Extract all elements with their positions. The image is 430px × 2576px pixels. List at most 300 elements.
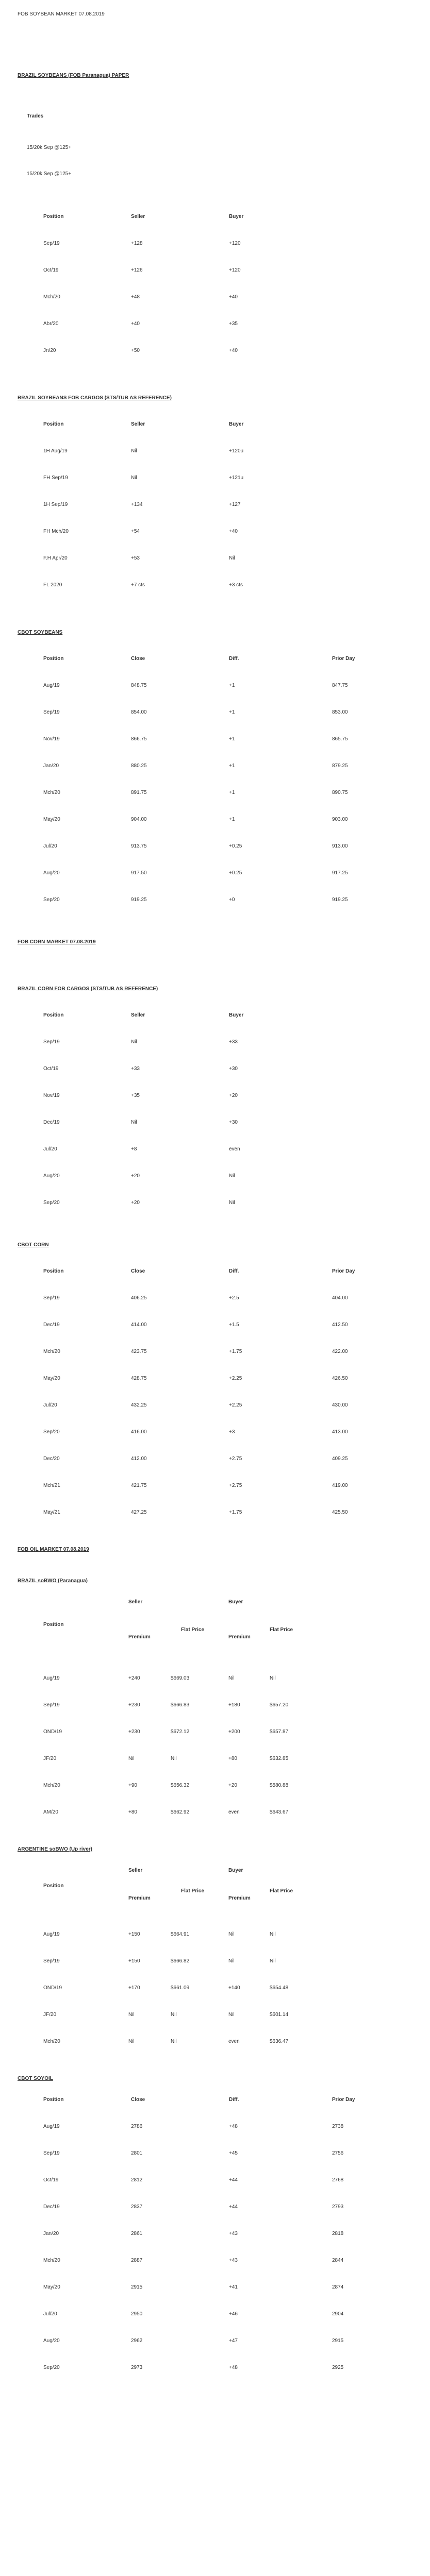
cell: Mch/20: [43, 2039, 60, 2044]
cell: Sep/19: [43, 2150, 60, 2156]
cell: even: [228, 1809, 240, 1815]
table-row: [43, 1402, 394, 1429]
table-row: [43, 1066, 332, 1093]
cell: 427.25: [131, 1510, 147, 1515]
cell: Nil: [229, 555, 235, 561]
table-row: [43, 790, 394, 817]
cell: +40: [131, 321, 140, 327]
cell: +126: [131, 267, 143, 273]
table-row: [43, 1120, 332, 1146]
cell: +43: [229, 2231, 238, 2236]
cell: +170: [128, 1985, 140, 1991]
cbot-corn-table: [43, 1268, 394, 1536]
cell: +48: [131, 294, 140, 300]
cell: +2.5: [229, 1295, 239, 1301]
cell: +2.25: [229, 1376, 242, 1381]
cell: +40: [229, 529, 238, 534]
cell: 2844: [332, 2258, 344, 2263]
cell: $669.03: [171, 1675, 190, 1681]
column-header: Position: [43, 214, 64, 219]
cell: Sep/19: [43, 1295, 60, 1301]
cell: +54: [131, 529, 140, 534]
cell: 2973: [131, 2365, 143, 2370]
table-row: [43, 1456, 394, 1483]
cell: 412.00: [131, 1456, 147, 1462]
cell: +20: [131, 1173, 140, 1179]
cell: Jul/20: [43, 843, 57, 849]
cell: 2904: [332, 2311, 344, 2317]
cell: Jn/20: [43, 348, 56, 353]
table-row: [43, 1756, 326, 1783]
section-title-cbot-soyoil: CBOT SOYOIL: [18, 2076, 53, 2081]
cell: 421.75: [131, 1483, 147, 1488]
cell: Nil: [171, 2039, 177, 2044]
cell: +50: [131, 348, 140, 353]
column-header: Premium: [128, 1634, 151, 1640]
cell: 847.75: [332, 683, 348, 688]
table-row: [43, 348, 332, 375]
cell: +1: [229, 763, 235, 769]
trades-label: Trades: [27, 113, 44, 119]
cell: Jan/20: [43, 763, 59, 769]
cell: JF/20: [43, 1756, 57, 1761]
column-header: Premium: [228, 1895, 251, 1901]
cell: +1: [229, 709, 235, 715]
cell: Aug/20: [43, 1173, 60, 1179]
cell: +35: [131, 1093, 140, 1098]
cell: +1: [229, 736, 235, 742]
cell: Oct/19: [43, 1066, 59, 1072]
cell: AM/20: [43, 1809, 58, 1815]
cell: Nil: [229, 1173, 235, 1179]
cell: +90: [128, 1783, 137, 1788]
cell: 432.25: [131, 1402, 147, 1408]
cell: 891.75: [131, 790, 147, 795]
cell: Nil: [228, 2012, 235, 2018]
cell: +2.25: [229, 1402, 242, 1408]
table-row: [43, 2338, 394, 2365]
column-header: Seller: [131, 214, 145, 219]
column-header: Close: [131, 656, 145, 662]
cell: Aug/20: [43, 870, 60, 876]
column-header: Close: [131, 1268, 145, 1274]
cell: Nov/19: [43, 1093, 60, 1098]
table-row: [43, 1146, 332, 1173]
table-row: [43, 1675, 326, 1702]
table-row: [43, 1173, 332, 1200]
cell: +20: [228, 1783, 237, 1788]
cell: 423.75: [131, 1349, 147, 1354]
table-row: [43, 1039, 332, 1066]
table-row: [43, 2258, 394, 2284]
cell: Sep/20: [43, 1200, 60, 1206]
cell: 2801: [131, 2150, 143, 2156]
cell: +1: [229, 683, 235, 688]
cell: Aug/19: [43, 1675, 60, 1681]
column-header: Diff.: [229, 656, 239, 662]
cell: 865.75: [332, 736, 348, 742]
table-row: [43, 1985, 326, 2012]
cell: 413.00: [332, 1429, 348, 1435]
argentine-oil-table: [43, 1868, 326, 2065]
table-header-row: [43, 1622, 326, 1675]
cell: 2925: [332, 2365, 344, 2370]
cell: $666.82: [171, 1958, 190, 1964]
cell: +33: [229, 1039, 238, 1045]
cell: +48: [229, 2365, 238, 2370]
cell: Oct/19: [43, 2177, 59, 2183]
table-row: [43, 582, 332, 609]
table-group-header-row: [43, 1868, 326, 1883]
cell: +48: [229, 2124, 238, 2129]
table-row: [43, 736, 394, 763]
table-header-row: [43, 656, 394, 683]
cell: 879.25: [332, 763, 348, 769]
table-row: [43, 529, 332, 555]
cell: Jul/20: [43, 2311, 57, 2317]
cell: +1: [229, 790, 235, 795]
cell: 2837: [131, 2204, 143, 2210]
cell: even: [229, 1146, 240, 1152]
table-row: [43, 1200, 332, 1227]
cell: Sep/20: [43, 2365, 60, 2370]
cell: Mch/20: [43, 1783, 60, 1788]
cbot-soybeans-table: [43, 656, 394, 924]
brazil-cargos-table: [43, 421, 332, 609]
table-row: [43, 555, 332, 582]
cell: 426.50: [332, 1376, 348, 1381]
cell: +7 cts: [131, 582, 145, 588]
cell: 2756: [332, 2150, 344, 2156]
cell: +180: [228, 1702, 240, 1708]
column-header: Flat Price: [181, 1888, 205, 1894]
trade-line: 15/20k Sep @125+: [27, 145, 72, 150]
table-row: [43, 321, 332, 348]
cell: Jul/20: [43, 1146, 57, 1152]
cell: FH Sep/19: [43, 475, 68, 481]
table-row: [43, 2039, 326, 2065]
cell: 2793: [332, 2204, 344, 2210]
table-row: [43, 2150, 394, 2177]
cell: +240: [128, 1675, 140, 1681]
table-header-row: [43, 1883, 326, 1931]
section-title-argentine-oil: ARGENTINE soBWO (Up river): [18, 1846, 93, 1852]
cell: 904.00: [131, 817, 147, 822]
cell: 919.25: [332, 897, 348, 903]
cell: 2818: [332, 2231, 344, 2236]
cell: 2915: [131, 2284, 143, 2290]
table-row: [43, 683, 394, 709]
table-row: [43, 241, 332, 267]
cell: +40: [229, 294, 238, 300]
cell: Dec/19: [43, 2204, 60, 2210]
cell: +80: [128, 1809, 137, 1815]
cell: $666.83: [171, 1702, 190, 1708]
cell: 2950: [131, 2311, 143, 2317]
column-header: Seller: [131, 421, 145, 427]
cell: Sep/19: [43, 1958, 60, 1964]
cell: Aug/19: [43, 683, 60, 688]
table-group-header-row: [43, 1599, 326, 1622]
column-header: Seller: [131, 1012, 145, 1018]
cell: +33: [131, 1066, 140, 1072]
column-header: Prior Day: [332, 1268, 355, 1274]
cell: Mch/20: [43, 790, 60, 795]
cell: +150: [128, 1958, 140, 1964]
cell: +0: [229, 897, 235, 903]
cell: 2887: [131, 2258, 143, 2263]
section-title-brazil-cargos: BRAZIL SOYBEANS FOB CARGOS (STS/TUB AS REFERENCE): [18, 395, 172, 401]
section-title-fob-corn: FOB CORN MARKET 07.08.2019: [18, 939, 96, 945]
cell: 416.00: [131, 1429, 147, 1435]
cell: May/20: [43, 1376, 60, 1381]
cell: Nil: [270, 1675, 276, 1681]
cell: 2861: [131, 2231, 143, 2236]
column-group-header: Seller: [128, 1599, 143, 1605]
cell: May/20: [43, 2284, 60, 2290]
cell: 866.75: [131, 736, 147, 742]
cell: 2874: [332, 2284, 344, 2290]
section-title-fob-oil: FOB OIL MARKET 07.08.2019: [18, 1547, 89, 1552]
cell: OND/19: [43, 1985, 62, 1991]
cell: +46: [229, 2311, 238, 2317]
cell: Nil: [229, 1200, 235, 1206]
table-row: [43, 2177, 394, 2204]
cbot-soyoil-table: [43, 2097, 394, 2392]
table-row: [43, 1809, 326, 1836]
cell: $657.20: [270, 1702, 289, 1708]
cell: Jul/20: [43, 1402, 57, 1408]
cell: Nil: [270, 1958, 276, 1964]
table-row: [43, 1322, 394, 1349]
cell: +128: [131, 241, 143, 246]
cell: +230: [128, 1729, 140, 1735]
column-group-header: Buyer: [228, 1868, 243, 1873]
cell: Sep/19: [43, 1702, 60, 1708]
cell: 2786: [131, 2124, 143, 2129]
cell: 430.00: [332, 1402, 348, 1408]
table-row: [43, 2311, 394, 2338]
cell: +43: [229, 2258, 238, 2263]
cell: Mch/20: [43, 294, 60, 300]
cell: 890.75: [332, 790, 348, 795]
table-header-row: [43, 1012, 332, 1039]
table-row: [43, 1093, 332, 1120]
cell: 428.75: [131, 1376, 147, 1381]
cell: Sep/19: [43, 1039, 60, 1045]
table-row: [43, 1510, 394, 1536]
column-group-header: Buyer: [228, 1599, 243, 1605]
section-title-cbot-corn: CBOT CORN: [18, 1242, 49, 1248]
table-row: [43, 2284, 394, 2311]
column-header: Prior Day: [332, 2097, 355, 2103]
brazil-paper-table: [43, 214, 332, 375]
cell: 913.75: [131, 843, 147, 849]
cell: even: [228, 2039, 240, 2044]
cell: +3: [229, 1429, 235, 1435]
cell: $672.12: [171, 1729, 190, 1735]
table-row: [43, 502, 332, 529]
column-header: Diff.: [229, 2097, 239, 2103]
cell: $580.88: [270, 1783, 289, 1788]
table-row: [43, 1958, 326, 1985]
column-header: Close: [131, 2097, 145, 2103]
cell: +8: [131, 1146, 137, 1152]
column-header: Premium: [128, 1895, 151, 1901]
table-header-row: [43, 2097, 394, 2124]
section-title-cbot-soybeans: CBOT SOYBEANS: [18, 630, 63, 635]
cell: Dec/19: [43, 1322, 60, 1328]
cell: Nil: [131, 1120, 137, 1125]
column-header: Position: [43, 2097, 64, 2103]
cell: Nil: [128, 2039, 135, 2044]
cell: Sep/20: [43, 1429, 60, 1435]
cell: Mch/20: [43, 1349, 60, 1354]
cell: Nil: [228, 1675, 235, 1681]
cell: JF/20: [43, 2012, 57, 2018]
cell: 2738: [332, 2124, 344, 2129]
cell: $662.92: [171, 1809, 190, 1815]
table-header-row: [43, 421, 332, 448]
cell: $601.14: [270, 2012, 289, 2018]
column-header: Flat Price: [270, 1888, 293, 1894]
cell: 913.00: [332, 843, 348, 849]
cell: +30: [229, 1066, 238, 1072]
cell: 917.50: [131, 870, 147, 876]
cell: $657.87: [270, 1729, 289, 1735]
cell: Sep/19: [43, 709, 60, 715]
cell: Dec/20: [43, 1456, 60, 1462]
table-row: [43, 843, 394, 870]
table-row: [43, 1729, 326, 1756]
cell: 848.75: [131, 683, 147, 688]
cell: +3 cts: [229, 582, 243, 588]
cell: Nil: [171, 1756, 177, 1761]
cell: 2962: [131, 2338, 143, 2344]
table-row: [43, 1349, 394, 1376]
cell: Nil: [171, 2012, 177, 2018]
cell: 853.00: [332, 709, 348, 715]
table-header-row: [43, 214, 332, 241]
cell: Nil: [131, 1039, 137, 1045]
cell: 919.25: [131, 897, 147, 903]
cell: Sep/20: [43, 897, 60, 903]
cell: +1: [229, 817, 235, 822]
table-header-row: [43, 1268, 394, 1295]
table-row: [43, 763, 394, 790]
cell: 854.00: [131, 709, 147, 715]
cell: 917.25: [332, 870, 348, 876]
cell: +80: [228, 1756, 237, 1761]
cell: +140: [228, 1985, 240, 1991]
cell: +20: [131, 1200, 140, 1206]
cell: Nil: [228, 1931, 235, 1937]
column-header: Position: [43, 1883, 64, 1889]
cell: +0.25: [229, 870, 242, 876]
cell: +2.75: [229, 1483, 242, 1488]
table-row: [43, 1931, 326, 1958]
cell: Nil: [128, 2012, 135, 2018]
cell: $656.32: [171, 1783, 190, 1788]
column-header: Position: [43, 656, 64, 662]
cell: +120u: [229, 448, 244, 454]
brazil-corn-table: [43, 1012, 332, 1227]
section-title-brazil-corn: BRAZIL CORN FOB CARGOS (STS/TUB AS REFERENCE): [18, 986, 158, 992]
cell: 406.25: [131, 1295, 147, 1301]
cell: Sep/19: [43, 241, 60, 246]
table-row: [43, 1483, 394, 1510]
cell: +230: [128, 1702, 140, 1708]
cell: +45: [229, 2150, 238, 2156]
column-header: Buyer: [229, 1012, 244, 1018]
cell: +127: [229, 502, 241, 507]
cell: $643.67: [270, 1809, 289, 1815]
cell: Abr/20: [43, 321, 59, 327]
brazil-oil-table: [43, 1599, 326, 1836]
cell: 409.25: [332, 1456, 348, 1462]
cell: +30: [229, 1120, 238, 1125]
document-title: FOB SOYBEAN MARKET 07.08.2019: [18, 11, 105, 17]
cell: +0.25: [229, 843, 242, 849]
cell: +1.75: [229, 1349, 242, 1354]
table-row: [43, 294, 332, 321]
cell: +44: [229, 2177, 238, 2183]
cell: Aug/19: [43, 2124, 60, 2129]
column-header: Buyer: [229, 421, 244, 427]
table-row: [43, 448, 332, 475]
table-row: [43, 1376, 394, 1402]
section-title-brazil-oil: BRAZIL soBWO (Paranagua): [18, 1578, 88, 1584]
column-header: Buyer: [229, 214, 244, 219]
cell: May/21: [43, 1510, 60, 1515]
cell: Aug/20: [43, 2338, 60, 2344]
cell: 404.00: [332, 1295, 348, 1301]
cell: Nil: [131, 475, 137, 481]
cell: +150: [128, 1931, 140, 1937]
cell: OND/19: [43, 1729, 62, 1735]
column-header: Position: [43, 1622, 64, 1628]
cell: +41: [229, 2284, 238, 2290]
cell: 880.25: [131, 763, 147, 769]
cell: $664.91: [171, 1931, 190, 1937]
cell: Mch/20: [43, 2258, 60, 2263]
cell: Dec/19: [43, 1120, 60, 1125]
cell: 2915: [332, 2338, 344, 2344]
cell: +134: [131, 502, 143, 507]
cell: +1.75: [229, 1510, 242, 1515]
table-row: [43, 817, 394, 843]
table-row: [43, 475, 332, 502]
table-row: [43, 2231, 394, 2258]
cell: +47: [229, 2338, 238, 2344]
column-header: Position: [43, 421, 64, 427]
cell: $661.09: [171, 1985, 190, 1991]
cell: 1H Sep/19: [43, 502, 68, 507]
cell: +2.75: [229, 1456, 242, 1462]
table-row: [43, 2365, 394, 2392]
column-header: Flat Price: [270, 1627, 293, 1633]
column-header: Flat Price: [181, 1627, 205, 1633]
cell: Nil: [131, 448, 137, 454]
cell: Jan/20: [43, 2231, 59, 2236]
cell: Oct/19: [43, 267, 59, 273]
cell: 425.50: [332, 1510, 348, 1515]
cell: Nil: [228, 1958, 235, 1964]
table-row: [43, 2124, 394, 2150]
table-row: [43, 1429, 394, 1456]
cell: Mch/21: [43, 1483, 60, 1488]
cell: +44: [229, 2204, 238, 2210]
